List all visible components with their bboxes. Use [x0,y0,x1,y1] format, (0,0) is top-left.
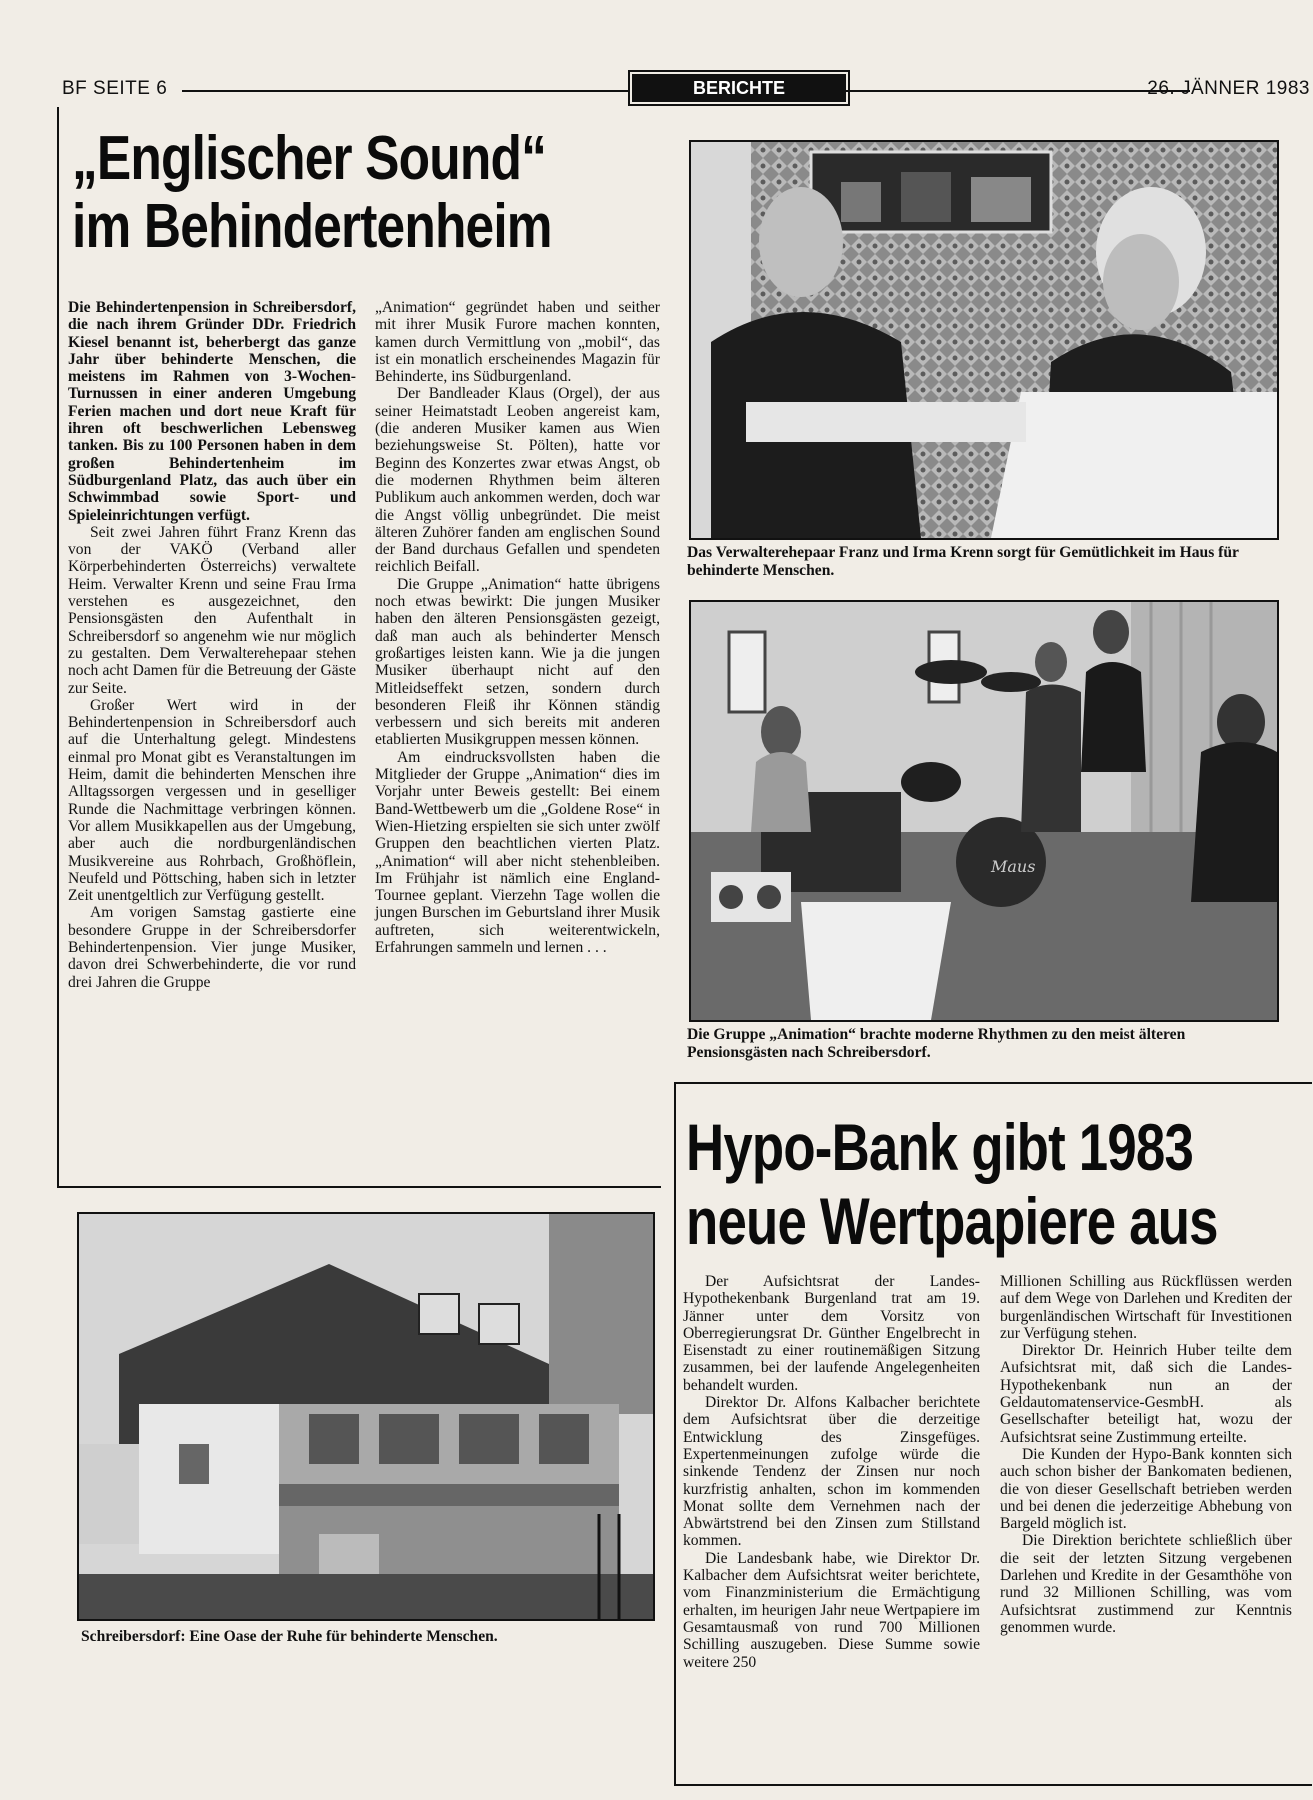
header-rule-left [182,90,630,92]
headline-hypo-bank: Hypo-Bank gibt 1983 neue Wertpapiere aus [686,1110,1218,1258]
drum-logo: Maus [991,857,1036,876]
article1-paragraph: Am vorigen Samstag gastierte eine besondere Gruppe in der Schreibersdorfer Behindertenpension. Vier junge Musiker, davon drei Schwerbehinderte, die vor rund drei Jahren die Gruppe [68,904,356,991]
issue-date: 26. JÄNNER 1983 [1147,78,1310,99]
article2-paragraph: Direktor Dr. Heinrich Huber teilte dem Aufsichtsrat mit, daß sich die Landes-Hypothekenbank nun an der Geldautomatenservice-GesmbH. als Gesellschafter beteiligt hat, wozu der Aufsichtsrat seine Zustimmung erteilte. [1000,1342,1292,1446]
article1-paragraph: „Animation“ gegründet haben und seither mit ihrer Musik Furore machen konnten, kamen durch Vermittlung von „mobil“, das ist ein monatlich erscheinendes Magazin für Behinderte, ins Südburgenland. [375,299,660,386]
caption-band: Die Gruppe „Animation“ brachte moderne Rhythmen zu den meist älteren Pensionsgästen nach Schreibersdorf. [687,1026,1186,1061]
article1-paragraph: Seit zwei Jahren führt Franz Krenn das von der VAKÖ (Verband aller Körperbehinderten Österreichs) verwaltete Heim. Verwalter Krenn und seine Frau Irma verstehen es ausgezeichnet, den Pensionsgästen den Aufenthalt in Schreibersdorf so angenehm wie nur möglich zu gestalten. Dem Verwalterehepaar stehen noch acht Damen für die Betreuung der Gäste zur Seite. [68,523,356,697]
photo-house [77,1212,655,1621]
photo-couple [689,140,1279,540]
section-label: BERICHTE [632,74,846,102]
article-frame-bottom [57,1186,661,1188]
photo-band-illustration [691,602,1277,1020]
article2-paragraph: Direktor Dr. Alfons Kalbacher berichtete dem Aufsichtsrat über die derzeitige Entwicklung des Zinsgefüges. Expertenmeinungen zufolge würde die sinkende Tendenz der Zinsen nur noch kurzfristig anhalten, schon im kommenden Monat sollte dem Vernehmen nach der Abwärtstrend bei den Zinsen zum Stillstand kommen. [683,1394,980,1550]
article1-paragraph: Am eindrucksvollsten haben die Mitglieder der Gruppe „Animation“ dies im Vorjahr unter Beweis gestellt: Bei einem Band-Wettbewerb um die „Goldene Rose“ in Wien-Hietzing erspielten sie sich unter zwölf Gruppen den beachtlichen vierten Platz. „Animation“ will aber nicht stehenbleiben. Im Frühjahr ist nämlich eine England-Tournee geplant. Vierzehn Tage wollen die jungen Burschen im Geburtsland ihrer Musik auftreten, sich weiterentwickeln, Erfahrungen sammeln und lernen . . . [375,748,660,956]
article1-paragraph: Der Bandleader Klaus (Orgel), der aus seiner Heimatstadt Leoben angereist kam, (die anderen Musiker kamen aus Wien beziehungsweise St. Pölten), hatte vor Beginn des Konzertes zwar etwas Angst, ob die modernen Rhythmen beim älteren Publikum auch ankommen werden, doch war die Angst völlig unbegründet. Die meist älteren Zuhörer fanden am englischen Sound der Band durchaus Gefallen und spendeten reichlich Beifall. [375,385,660,576]
photo-house-illustration [79,1214,653,1619]
article1-column-1 [68,299,356,991]
article2-paragraph: Die Direktion berichtete schließlich über die seit der letzten Sitzung vergebenen Darlehen und Kredite in der Gesamthöhe von rund 32 Millionen Schilling, was vom Aufsichtsrat zustimmend zur Kenntnis genommen wurde. [1000,1532,1292,1636]
article2-column-1 [683,1273,980,1671]
caption-house: Schreibersdorf: Eine Oase der Ruhe für behinderte Menschen. [81,1628,498,1645]
article2-paragraph: Der Aufsichtsrat der Landes-Hypothekenbank Burgenland trat am 19. Jänner unter dem Vorsitz von Oberregierungsrat Dr. Günther Engelbrecht in Eisenstadt zu einer routinemäßigen Sitzung zusammen, bei der laufende Angelegenheiten behandelt wurden. [683,1273,980,1394]
article1-column-2 [375,299,660,956]
page-number: BF SEITE 6 [62,78,168,99]
photo-couple-illustration [691,142,1277,538]
article2-paragraph: Millionen Schilling aus Rückflüssen werden auf dem Wege von Darlehen und Krediten der burgenländischen Wirtschaft für Investitionen zur Verfügung stehen. [1000,1273,1292,1342]
header-rule-right [790,90,1190,92]
article1-lead: Die Behindertenpension in Schreibersdorf, die nach ihrem Gründer DDr. Friedrich Kiesel benannt ist, beherbergt das ganze Jahr über behinderte Menschen, die meistens im Rahmen von 3-Wochen-Turnussen in einer anderen Umgebung Ferien machen und dort neue Kraft für ihren oft beschwerlichen Lebensweg tanken. Bis zu 100 Personen haben in dem großen Behindertenheim im Südburgenland Platz, das auch über ein Schwimmbad sowie Sport- und Spieleinrichtungen verfügt. [68,299,356,524]
article1-paragraph: Die Gruppe „Animation“ hatte übrigens noch etwas bewirkt: Die jungen Musiker haben den älteren Pensionsgästen gezeigt, daß man auch als behinderter Mensch großartiges leisten kann. Wie ja die jungen Musiker überhaupt nicht auf den Mitleidseffekt setzen, sondern durch besonderen Fleiß ihr Können ständig verbessern und sich bereits mit anderen etablierten Musikgruppen messen können. [375,575,660,749]
headline-englischer-sound: „Englischer Sound“ im Behindertenheim [72,124,552,261]
photo-band [689,600,1279,1022]
article2-paragraph: Die Landesbank habe, wie Direktor Dr. Kalbacher dem Aufsichtsrat weiter berichtete, vom Finanzministerium die Ermächtigung erhalten, im heurigen Jahr neue Wertpapiere im Gesamtausmaß von rund 700 Millionen Schilling auszugeben. Diese Summe sowie weitere 250 [683,1549,980,1671]
article1-paragraph: Großer Wert wird in der Behindertenpension in Schreibersdorf auch auf die Unterhaltung gelegt. Mindestens einmal pro Monat gibt es Veranstaltungen im Heim, damit die behinderten Menschen ihre Alltagssorgen vergessen und in geselliger Runde die Nachmittage verbringen können. Vor allem Musikkapellen aus der Umgebung, aber auch die nordburgenländischen Musikvereine aus Rohrbach, Großhöflein, Neufeld und Pöttsching, haben sich in letzter Zeit unentgeltlich zur Verfügung gestellt. [68,696,356,905]
page-header [60,74,1310,104]
article2-column-2 [1000,1273,1292,1636]
article2-paragraph: Die Kunden der Hypo-Bank konnten sich auch schon bisher der Bankomaten bedienen, die von dieser Gesellschaft betrieben werden und bei denen die jederzeitige Abhebung von Bargeld möglich ist. [1000,1445,1292,1533]
caption-couple: Das Verwalterehepaar Franz und Irma Krenn sorgt für Gemütlichkeit im Haus für behinderte Menschen. [687,544,1239,579]
